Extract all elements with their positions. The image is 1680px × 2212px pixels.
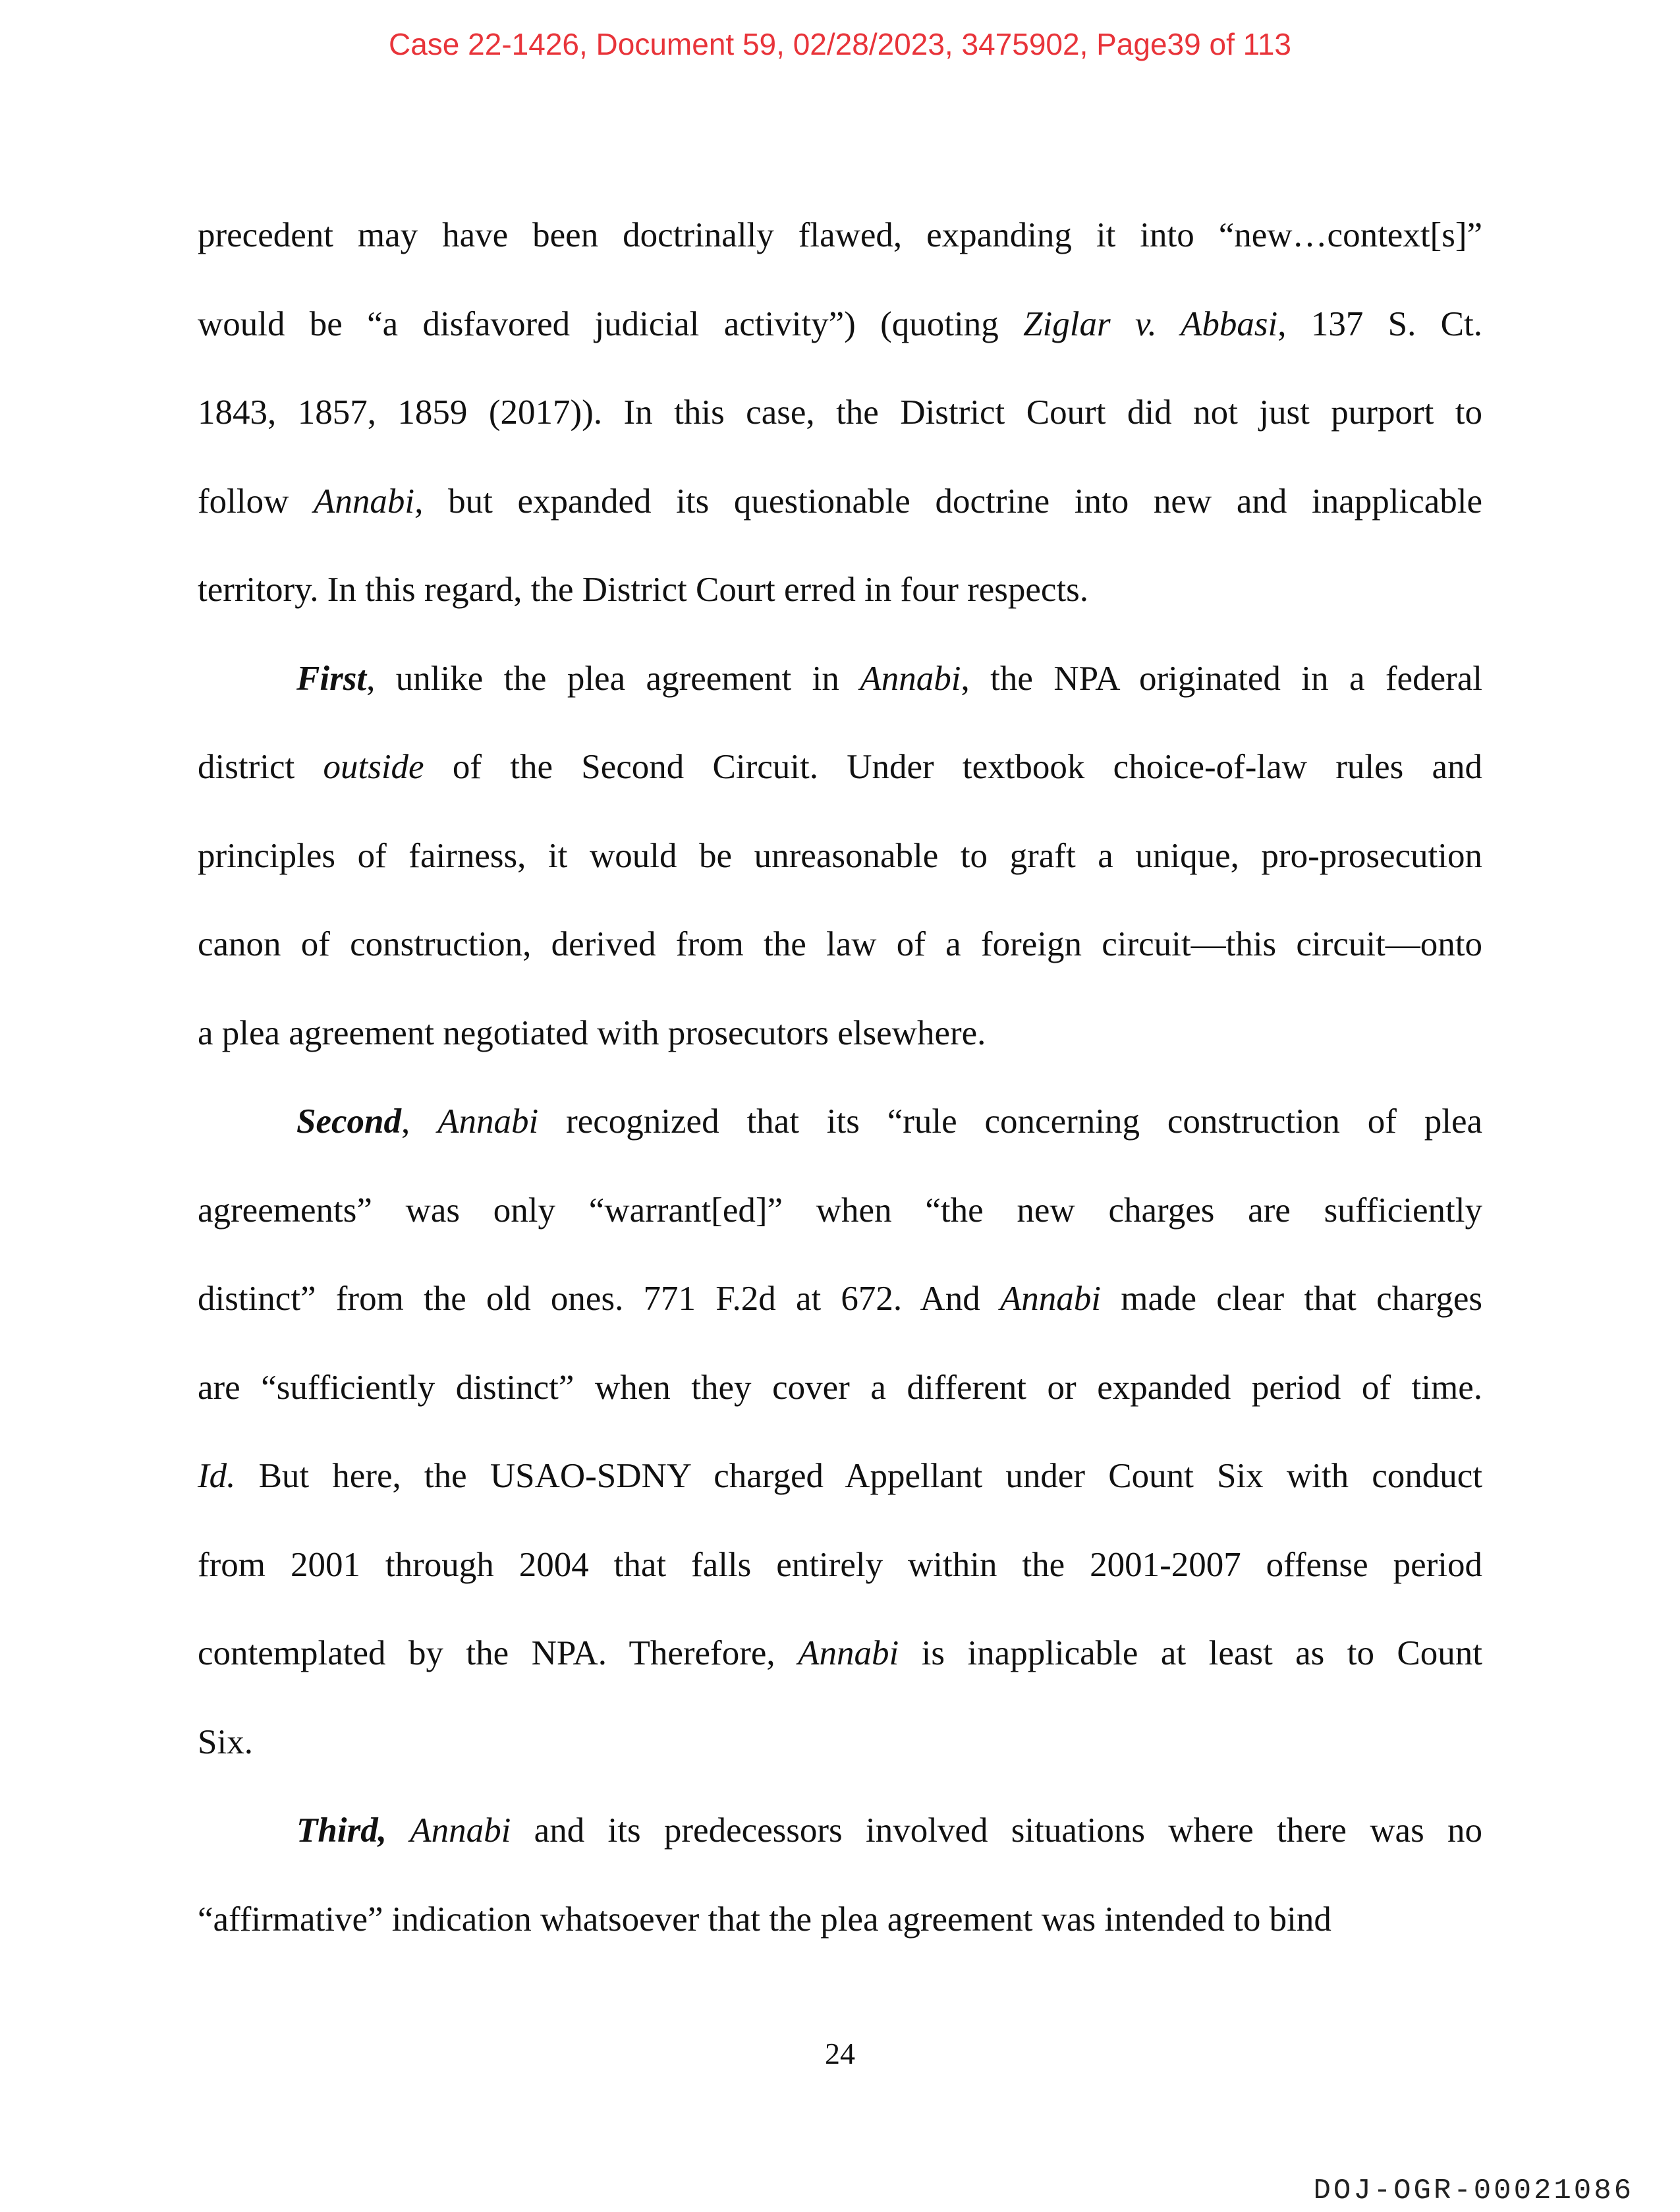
text-line (198, 1698, 1482, 1787)
text-line (198, 989, 1482, 1078)
text-line (198, 546, 1482, 635)
emphasized-text: Annabi (860, 659, 961, 698)
text-line (198, 457, 1482, 546)
text-run (387, 1811, 410, 1850)
text-run: are “sufficiently distinct” when they cover a different or expanded period of time. (198, 1368, 1482, 1407)
emphasized-text: Annabi, (314, 482, 424, 521)
text-run: district (198, 748, 323, 786)
emphasized-text: Annabi (437, 1102, 539, 1141)
text-run: , the NPA originated in a federal (961, 659, 1483, 698)
text-run: made clear that charges (1101, 1280, 1482, 1318)
bates-stamp: DOJ-OGR-00021086 (1313, 2174, 1634, 2207)
emphasized-text: Second (296, 1102, 401, 1141)
paragraph-p2-first (198, 635, 1482, 1078)
text-line (198, 191, 1482, 280)
text-run: a plea agreement negotiated with prosecutors elsewhere. (198, 1013, 986, 1052)
text-run: “affirmative” indication whatsoever that the plea agreement was intended to bind (198, 1900, 1331, 1939)
text-line (198, 635, 1482, 723)
text-run: , unlike the plea agreement in (366, 659, 860, 698)
text-line (198, 1344, 1482, 1432)
text-run: canon of construction, derived from the law of a foreign circuit—this circuit—onto (198, 925, 1482, 963)
paragraph-p3-second (198, 1077, 1482, 1786)
text-line (198, 1786, 1482, 1875)
text-line (198, 1166, 1482, 1255)
text-run: but expanded its questionable doctrine into new and inapplicable (423, 482, 1483, 521)
page-number: 24 (825, 2037, 855, 2070)
text-run: of the Second Circuit. Under textbook choice-of-law rules and (424, 748, 1482, 786)
text-line (198, 1875, 1482, 1964)
text-run: contemplated by the NPA. Therefore, (198, 1634, 798, 1672)
case-filing-stamp: Case 22-1426, Document 59, 02/28/2023, 3475902, Page39 of 113 (389, 27, 1291, 61)
text-line (198, 900, 1482, 989)
text-line (198, 368, 1482, 457)
text-run: precedent may have been doctrinally flawed, expanding it into “new…context[s]” (198, 216, 1482, 254)
text-run: , (401, 1102, 438, 1141)
emphasized-text: Id. (198, 1457, 236, 1495)
emphasized-text: outside (323, 748, 424, 786)
text-run: 1843, 1857, 1859 (2017)). In this case, the District Court did not just purport to (198, 393, 1482, 432)
brief-body-text (198, 191, 1482, 1964)
text-run: recognized that its “rule concerning construction of plea (538, 1102, 1483, 1141)
text-line (198, 1432, 1482, 1521)
text-run: principles of fairness, it would be unreasonable to graft a unique, pro-prosecution (198, 836, 1482, 875)
paragraph-p4-third (198, 1786, 1482, 1964)
paragraph-p1-continuation (198, 191, 1482, 635)
text-line (198, 812, 1482, 901)
text-run: is inapplicable at least as to Count (899, 1634, 1483, 1672)
text-run: would be “a disfavored judicial activity”) (quoting (198, 304, 1024, 343)
text-run: Six. (198, 1722, 253, 1761)
text-line (198, 1521, 1482, 1610)
text-run: follow (198, 482, 314, 521)
text-run: , 137 S. Ct. (1277, 304, 1482, 343)
emphasized-text: Annabi (798, 1634, 899, 1672)
emphasized-text: First (296, 659, 367, 698)
text-line (198, 1077, 1482, 1166)
text-run: agreements” was only “warrant[ed]” when “the new charges are sufficiently (198, 1191, 1482, 1230)
emphasized-text: Third, (296, 1811, 387, 1850)
text-run: But here, the USAO-SDNY charged Appellant under Count Six with conduct (235, 1457, 1482, 1495)
text-run: territory. In this regard, the District Court erred in four respects. (198, 571, 1089, 609)
text-run: from 2001 through 2004 that falls entirely within the 2001-2007 offense period (198, 1545, 1482, 1584)
text-line (198, 723, 1482, 812)
text-run: distinct” from the old ones. 771 F.2d at 672. And (198, 1280, 1000, 1318)
text-run: and its predecessors involved situations where there was no (511, 1811, 1482, 1850)
emphasized-text: Ziglar v. Abbasi (1023, 304, 1278, 343)
emphasized-text: Annabi (410, 1811, 511, 1850)
text-line (198, 1255, 1482, 1344)
text-line (198, 280, 1482, 369)
text-line (198, 1609, 1482, 1698)
emphasized-text: Annabi (999, 1280, 1102, 1318)
